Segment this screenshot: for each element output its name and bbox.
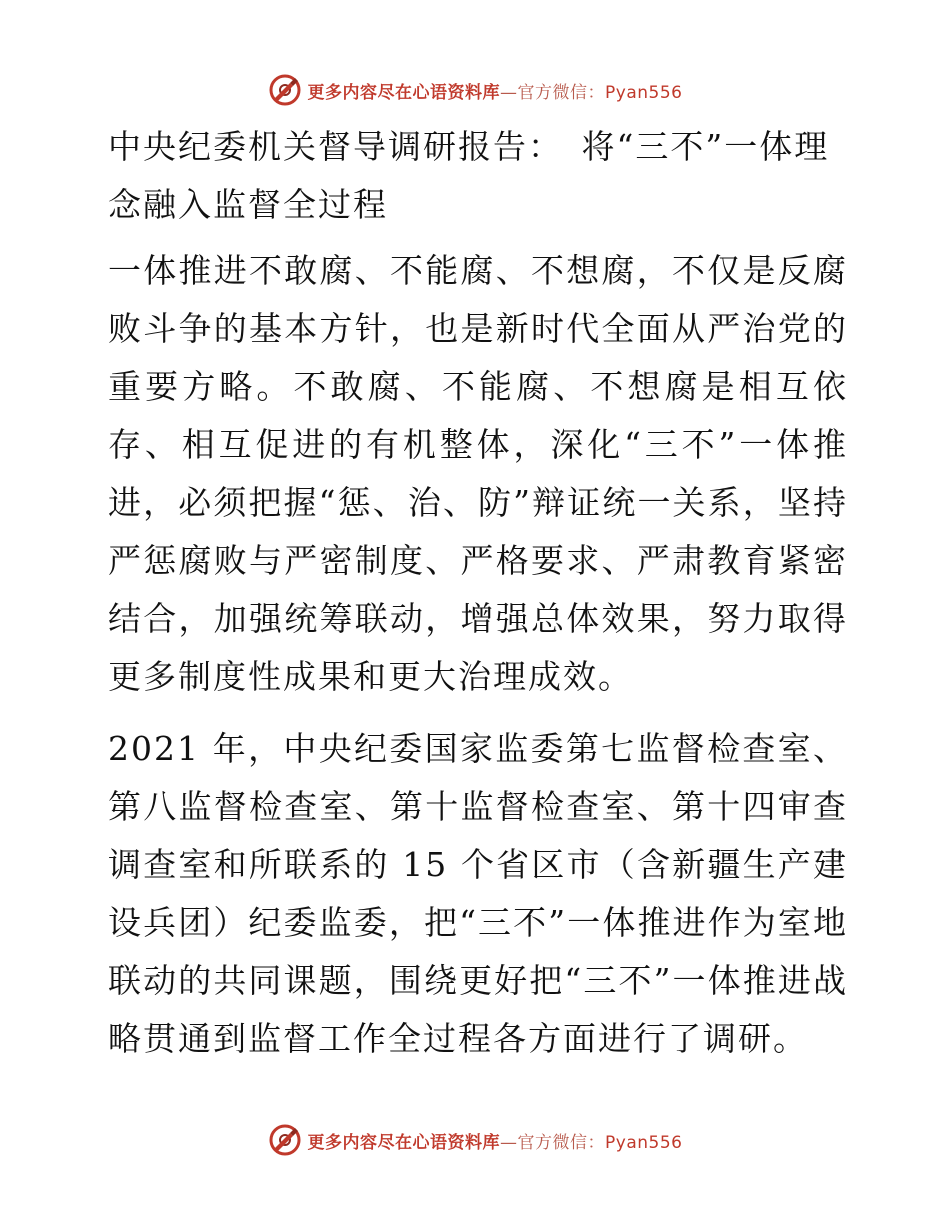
paragraph-2: 2021 年，中央纪委国家监委第七监督检查室、第八监督检查室、第十监督检查室、第十四审查调查室和所联系的 15 个省区市（含新疆生产建设兵团）纪委监委，把“三不”一体推进作为室地联动的共同课题，围绕更好把“三不”一体推进战略贯通到监督工作全过程各方面进行了调研。 [108,729,848,1058]
banner-wechat-id: Pyan556 [605,1132,683,1153]
banner-dash: — [500,82,518,103]
wheel-logo-icon [268,1123,302,1157]
banner-dash: — [500,1132,518,1153]
banner-site-name: 更多内容尽在心语资料库 [307,82,501,103]
banner-site-name: 更多内容尽在心语资料库 [307,1132,501,1153]
document-title: 中央纪委机关督导调研报告： 将“三不”一体理念融入监督全过程 [108,127,830,224]
document-body [98,118,848,1082]
header-watermark-banner [0,70,950,110]
footer-watermark-banner [0,1120,950,1160]
banner-wechat-id: Pyan556 [605,82,683,103]
banner-wechat-label: 官方微信： [517,1132,606,1153]
banner-wechat-label: 官方微信： [517,82,606,103]
paragraph-1: 一体推进不敢腐、不能腐、不想腐，不仅是反腐败斗争的基本方针，也是新时代全面从严治党的重要方略。不敢腐、不能腐、不想腐是相互依存、相互促进的有机整体，深化“三不”一体推进，必须把握“惩、治、防”辩证统一关系，坚持严惩腐败与严密制度、严格要求、严肃教育紧密结合，加强统筹联动，增强总体效果，努力取得更多制度性成果和更大治理成效。 [108,251,848,696]
wheel-logo-icon [268,73,302,107]
